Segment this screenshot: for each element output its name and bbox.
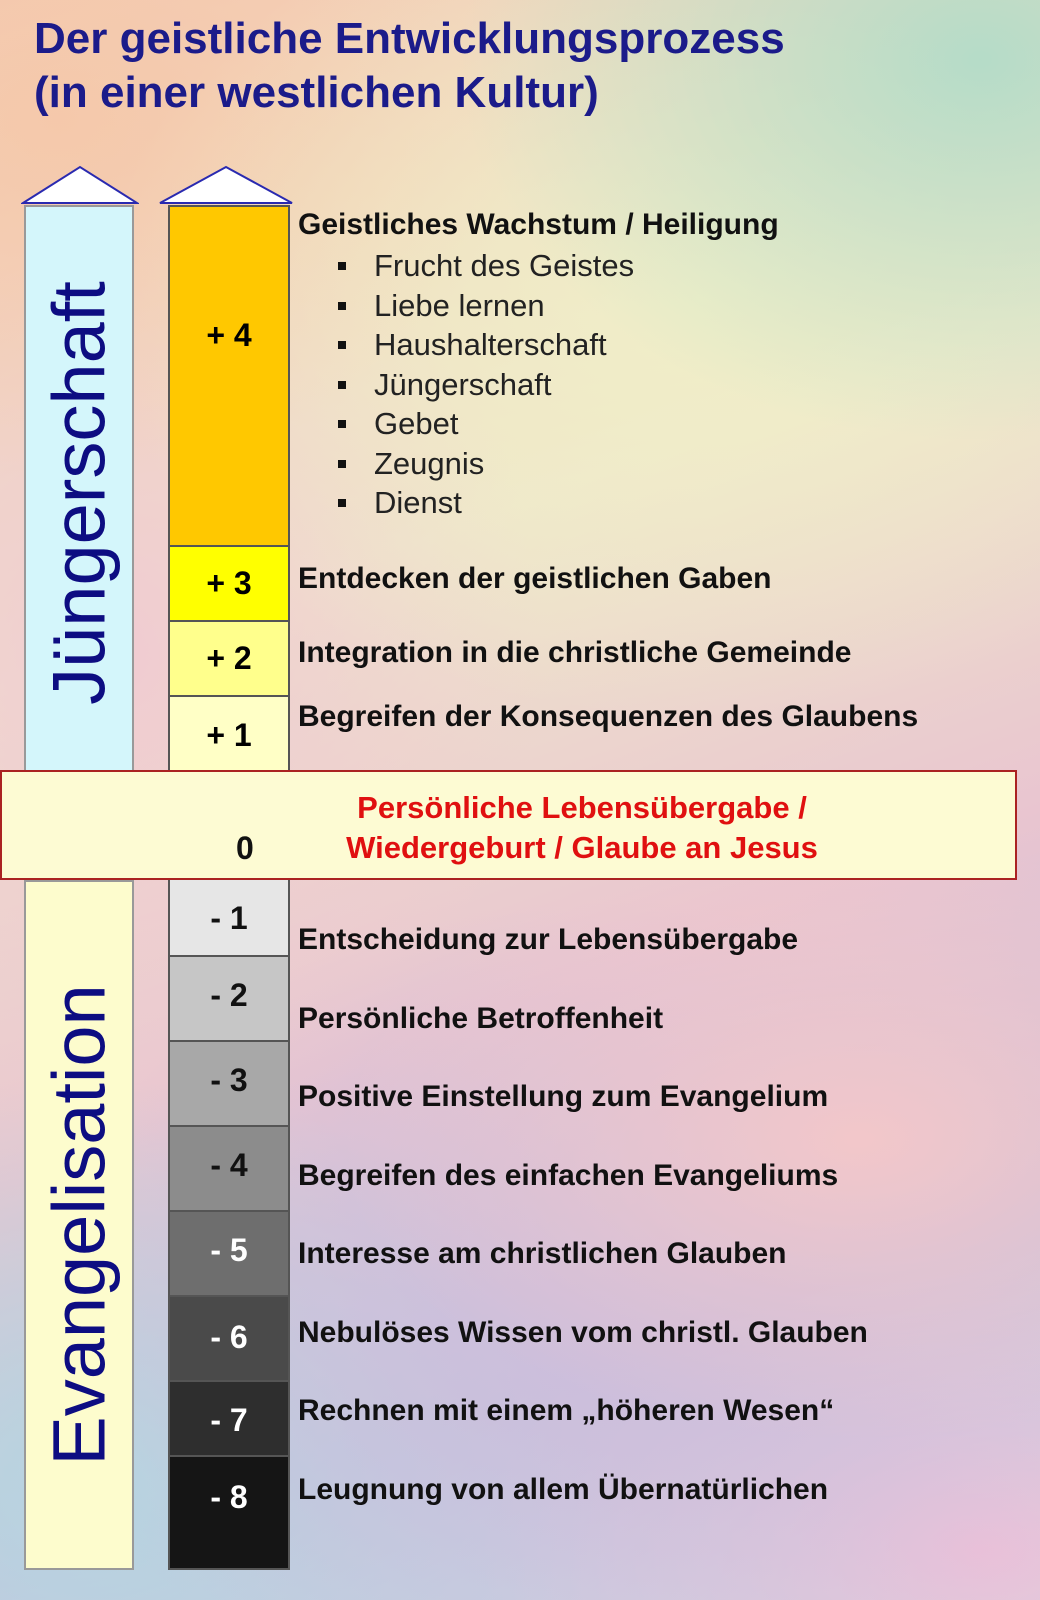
- level-label: - 1: [210, 900, 248, 936]
- level-cell-minus-6: [168, 1295, 290, 1382]
- list-item: Liebe lernen: [336, 288, 634, 328]
- list-item: Frucht des Geistes: [336, 248, 634, 288]
- level-cell-plus-2: [168, 620, 290, 697]
- level-cell-minus-8: [168, 1455, 290, 1570]
- level-text-minus-7: Rechnen mit einem „höheren Wesen“: [298, 1394, 835, 1427]
- level-cell-plus-4: [168, 205, 290, 547]
- arrow-up-icon: [21, 165, 139, 205]
- level-cell-plus-3: [168, 545, 290, 622]
- level-text-plus-1: Begreifen der Konsequenzen des Glaubens: [298, 700, 919, 733]
- arrow-up-icon: [158, 165, 294, 205]
- level-cell-minus-4: [168, 1125, 290, 1212]
- bullet-icon: [338, 420, 346, 428]
- level-text-minus-5: Interesse am christlichen Glauben: [298, 1237, 787, 1270]
- bullet-icon: [338, 341, 346, 349]
- band-label-top: Jüngerschaft: [37, 280, 121, 705]
- list-item: Gebet: [336, 406, 634, 446]
- level-cell-minus-5: [168, 1210, 290, 1297]
- level-label: - 3: [210, 1062, 248, 1098]
- level-text-plus-4: Geistliches Wachstum / Heiligung: [298, 208, 779, 241]
- level-text-plus-2: Integration in die christliche Gemeinde: [298, 636, 852, 669]
- list-item: Haushalterschaft: [336, 327, 634, 367]
- level-text-plus-3: Entdecken der geistlichen Gaben: [298, 562, 772, 595]
- bullet-icon: [338, 302, 346, 310]
- level-zero-box: [0, 770, 1017, 880]
- level-label: - 6: [210, 1319, 248, 1355]
- list-item: Dienst: [336, 485, 634, 525]
- level-cell-minus-2: [168, 955, 290, 1042]
- band-label-bottom: Evangelisation: [37, 984, 121, 1466]
- level-label: - 5: [210, 1232, 248, 1268]
- level-text-minus-6: Nebulöses Wissen vom christl. Glauben: [298, 1316, 868, 1349]
- level-label: - 8: [210, 1479, 248, 1515]
- title-line-1: Der geistliche Entwicklungsprozess: [34, 14, 785, 63]
- zero-text-line-2: Wiedergeburt / Glaube an Jesus: [346, 830, 818, 865]
- growth-list: [336, 248, 634, 525]
- bullet-icon: [338, 381, 346, 389]
- list-item: Jüngerschaft: [336, 367, 634, 407]
- level-cell-plus-1: [168, 695, 290, 772]
- list-item: Zeugnis: [336, 446, 634, 486]
- level-cell-minus-7: [168, 1380, 290, 1457]
- bullet-icon: [338, 460, 346, 468]
- level-label: - 2: [210, 977, 248, 1013]
- level-text-minus-2: Persönliche Betroffenheit: [298, 1002, 664, 1035]
- bullet-icon: [338, 262, 346, 270]
- band-evangelisation: [24, 880, 134, 1570]
- level-label: - 4: [210, 1147, 248, 1183]
- level-cell-minus-1: [168, 878, 290, 957]
- zero-text-line-1: Persönliche Lebensübergabe /: [357, 790, 807, 825]
- level-label: + 3: [206, 565, 252, 601]
- level-text-minus-1: Entscheidung zur Lebensübergabe: [298, 923, 799, 956]
- level-label: - 7: [210, 1402, 248, 1438]
- level-cell-minus-3: [168, 1040, 290, 1127]
- level-label: + 2: [206, 640, 252, 676]
- level-label-zero: 0: [236, 830, 254, 866]
- level-text-minus-3: Positive Einstellung zum Evangelium: [298, 1080, 829, 1113]
- title-line-2: (in einer westlichen Kultur): [34, 68, 599, 117]
- bullet-icon: [338, 499, 346, 507]
- level-text-zero: [302, 788, 862, 868]
- level-text-minus-8: Leugnung von allem Übernatürlichen: [298, 1473, 829, 1506]
- page-title: [34, 12, 785, 120]
- level-text-minus-4: Begreifen des einfachen Evangeliums: [298, 1159, 839, 1192]
- band-juengerschaft: [24, 205, 134, 780]
- level-label: + 1: [206, 717, 252, 753]
- level-label: + 4: [206, 317, 252, 353]
